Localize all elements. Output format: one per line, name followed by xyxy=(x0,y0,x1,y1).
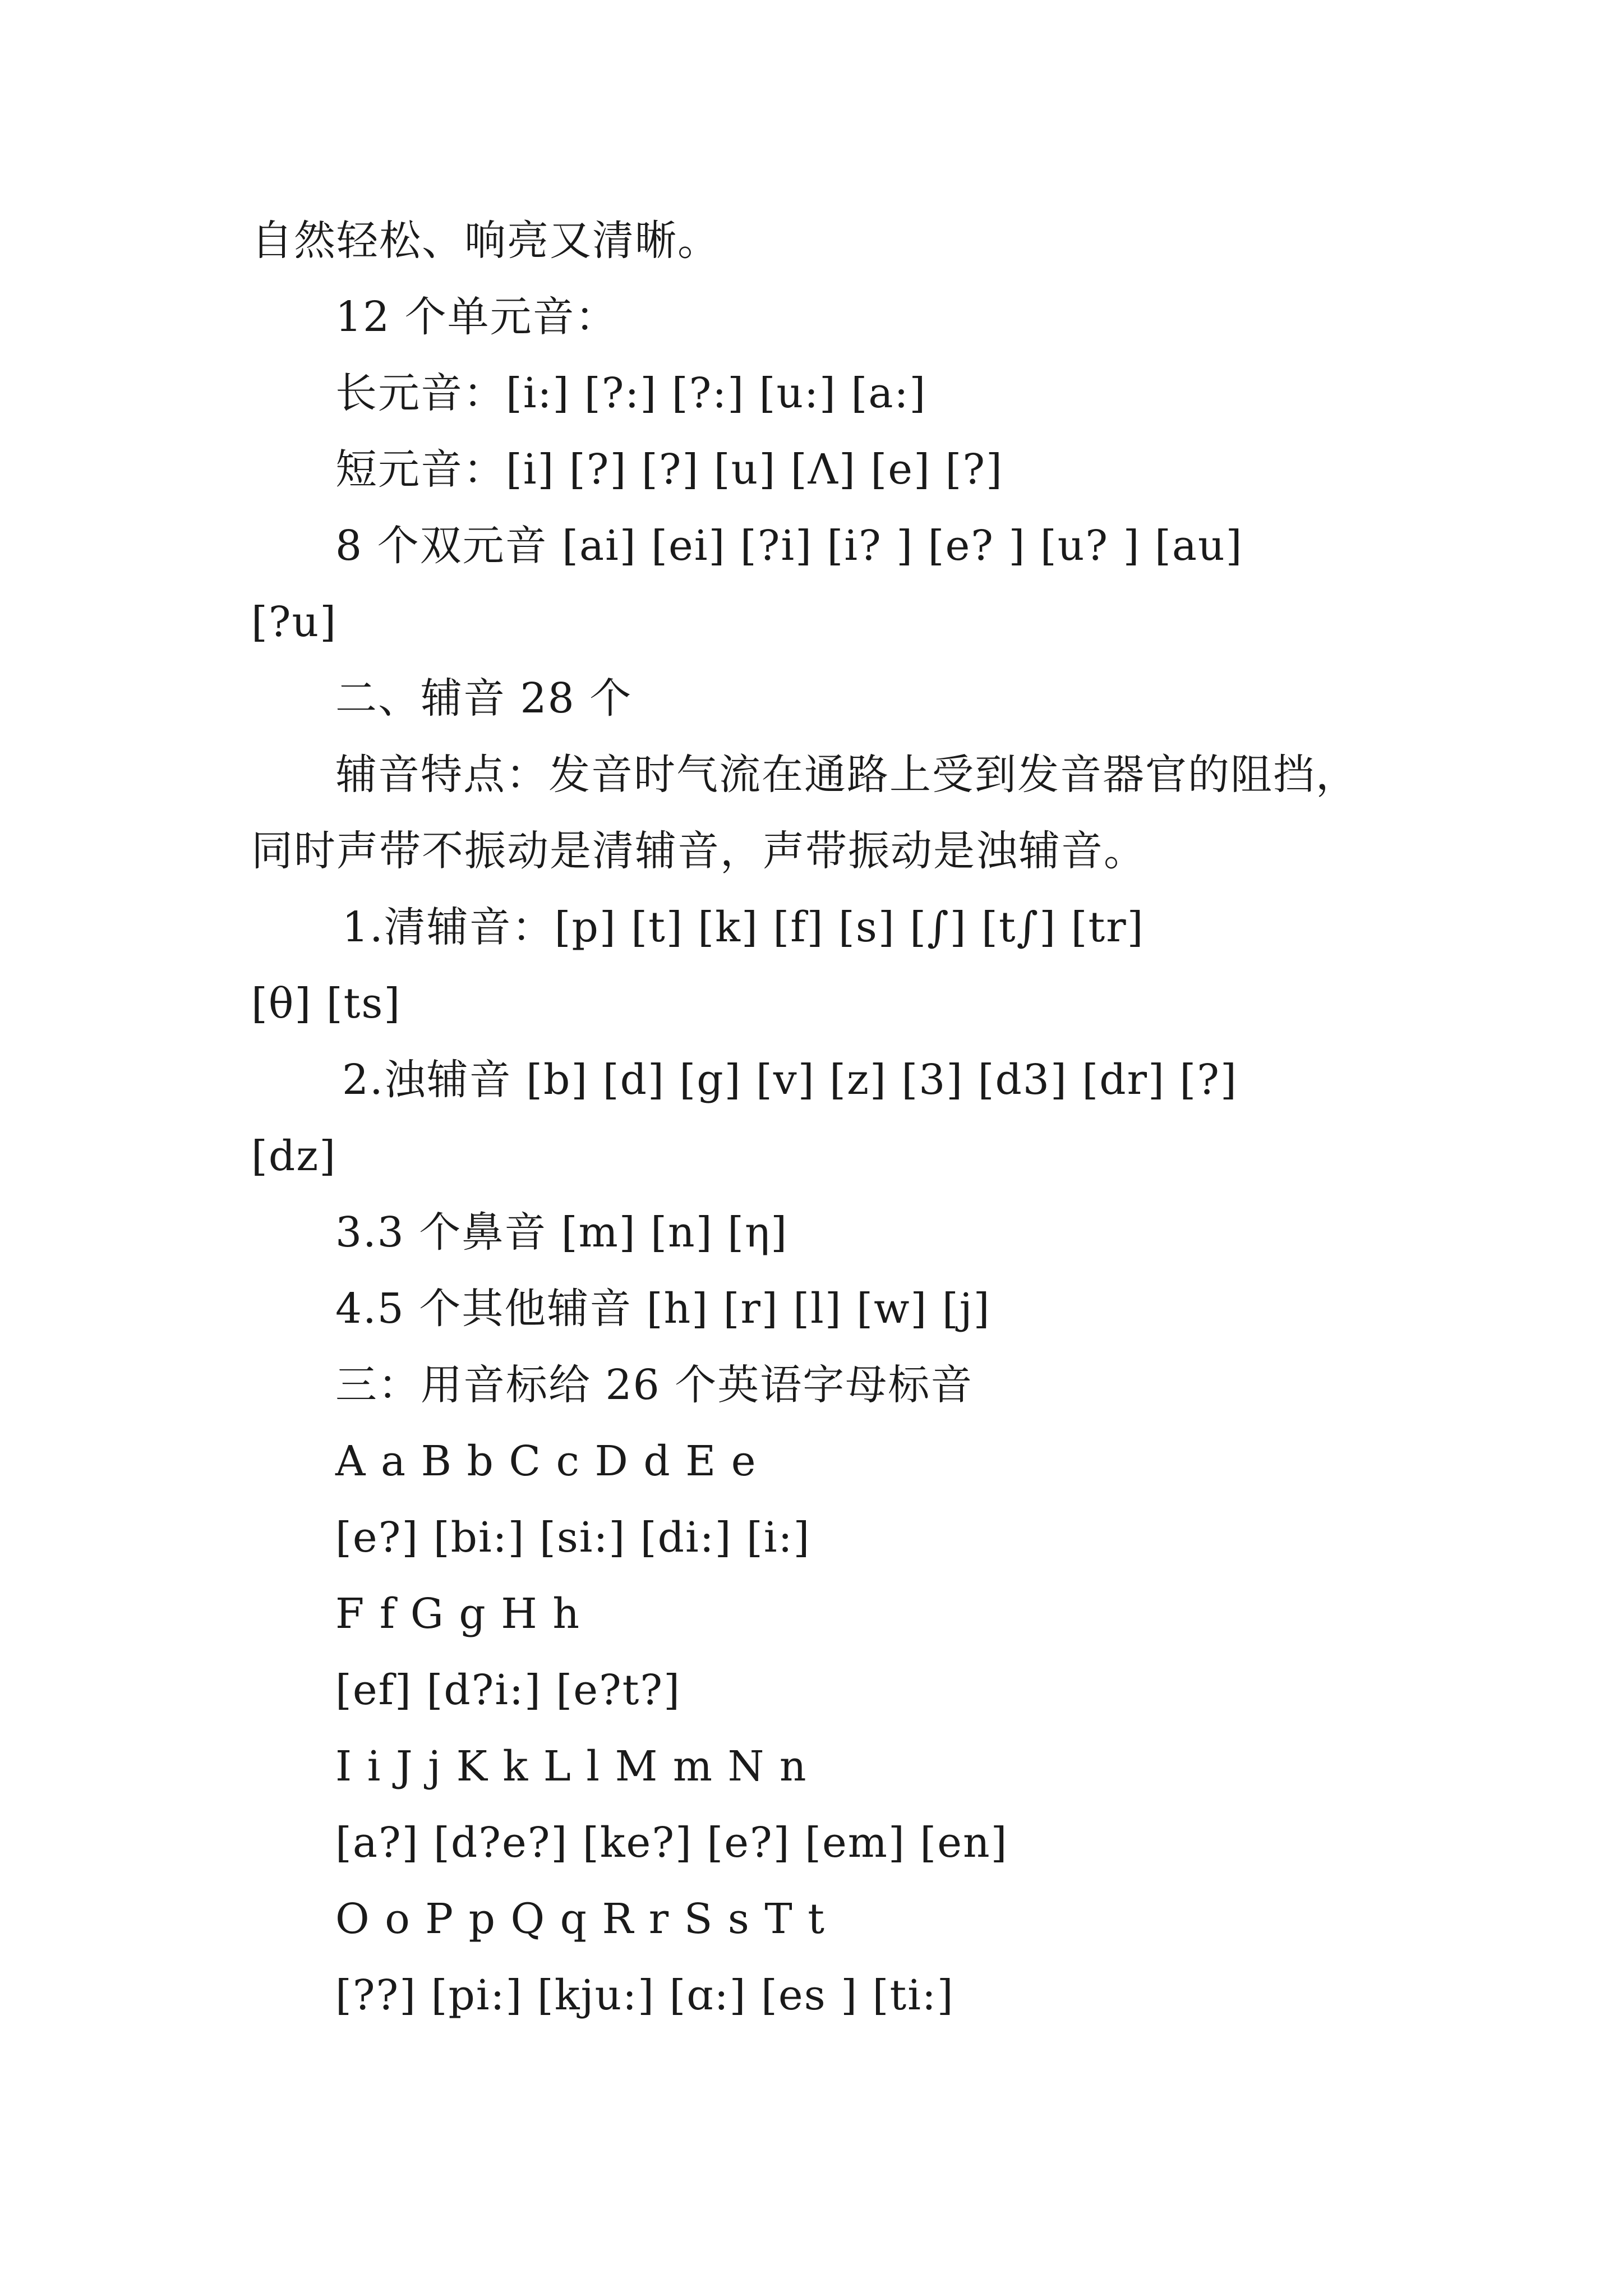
phonetics-o-t: [??] [pi:] [kju:] [ɑ:] [es ] [ti:] xyxy=(335,1971,955,2019)
consonant-feature-line-1: 辅音特点：发音时气流在通路上受到发音器官的阻挡， xyxy=(335,751,1358,799)
phonetics-f-h: [ef] [d?i:] [e?t?] xyxy=(335,1666,681,1714)
phonetics-i-n: [a?] [d?e?] [ke?] [e?] [em] [en] xyxy=(335,1819,1008,1867)
voiced-consonants-line: 2.浊辅音 [b] [d] [g] [v] [z] [3] [d3] [dr] [?] xyxy=(342,1056,1238,1104)
text-line-1: 自然轻松、响亮又清晰。 xyxy=(251,217,720,265)
diphthongs-line: 8 个双元音 [ai] [ei] [?i] [i? ] [e? ] [u? ] [au] xyxy=(335,522,1243,570)
voiced-consonants-line-cont: [dz] xyxy=(251,1132,337,1180)
voiceless-consonants-line-cont: [θ] [ts] xyxy=(251,979,402,1028)
letters-a-e: A a B b C c D d E e xyxy=(335,1437,757,1485)
voiceless-consonants-line: 1.清辅音：[p] [t] [k] [f] [s] [∫] [t∫] [tr] xyxy=(342,903,1145,951)
short-vowels-line: 短元音：[i] [?] [?] [u] [Λ] [e] [?] xyxy=(335,445,1003,494)
monophthong-heading: 12 个单元音： xyxy=(335,293,618,341)
consonant-feature-line-2: 同时声带不振动是清辅音，声带振动是浊辅音。 xyxy=(251,827,1146,875)
long-vowels-line: 长元音：[i:] [?:] [?:] [u:] [a:] xyxy=(335,369,927,417)
letters-f-h: F f G g H h xyxy=(335,1590,581,1638)
other-consonants-line: 4.5 个其他辅音 [h] [r] [l] [w] [j] xyxy=(335,1285,991,1333)
alphabet-heading: 三：用音标给 26 个英语字母标音 xyxy=(335,1361,974,1409)
letters-o-t: O o P p Q q R r S s T t xyxy=(335,1895,826,1943)
diphthongs-line-cont: [?u] xyxy=(251,598,338,646)
letters-i-n: I i J j K k L l M m N n xyxy=(335,1742,808,1791)
consonants-heading: 二、辅音 28 个 xyxy=(335,674,633,723)
nasals-line: 3.3 个鼻音 [m] [n] [η] xyxy=(335,1208,789,1257)
phonetics-a-e: [e?] [bi:] [si:] [di:] [i:] xyxy=(335,1513,811,1562)
